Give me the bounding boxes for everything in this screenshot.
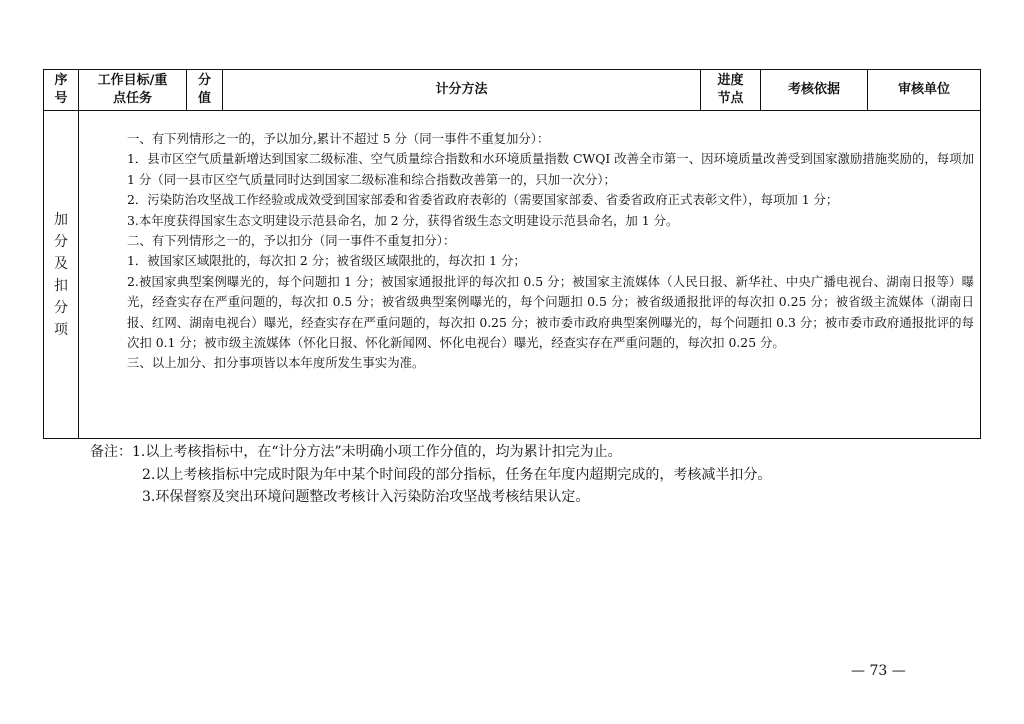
page-number: — 73 — xyxy=(851,663,906,679)
header-method: 计分方法 xyxy=(223,70,701,111)
content-line: 2．污染防治攻坚战工作经验或成效受到国家部委和省委省政府表彰的（需要国家部委、省委省政府正式表彰文件），每项加 1 分； xyxy=(127,192,839,208)
header-task: 工作目标/重 点任务 xyxy=(79,70,187,111)
content-line: 1．县市区空气质量新增达到国家二级标准、空气质量综合指数和水环境质量指数 CWQI 改善全市第一、因环境质量改善受到国家激励措施奖励的，每项加 1 分（同一县市区空气质量同时达到国家二级标准和综合指数改善第一的，只加一次分）； xyxy=(127,151,974,187)
content-line: 2.被国家典型案例曝光的，每个问题扣 1 分；被国家通报批评的每次扣 0.5 分；被国家主流媒体（人民日报、新华社、中央广播电视台、湖南日报等）曝光，经查实存在严重问题的，每次扣 0.5 分；被省级典型案例曝光的，每个问题扣 0.5 分；被省级通报批评的每次扣 0.25 分；被省级主流媒体（湖南日报、红网、湖南电视台）曝光，经查实存在严重问题的，每次扣 0.25 分；被市委市政府典型案例曝光的，每个问题扣 0.3 分；被市委市政府通报批评的每次扣 0.1 分；被市级主流媒体（怀化日报、怀化新闻网、怀化电视台）曝光，经查实存在严重问题的，每次扣 0.25 分。 xyxy=(127,273,974,351)
content-line: 三、以上加分、扣分事项皆以本年度所发生事实为准。 xyxy=(127,355,425,371)
note-item: 3.环保督察及突出环境问题整改考核计入污染防治攻坚战考核结果认定。 xyxy=(142,489,590,505)
row-title-char: 加 xyxy=(54,211,68,228)
content-line: 二、有下列情形之一的，予以扣分（同一事件不重复扣分）： xyxy=(127,233,456,249)
header-score: 分 值 xyxy=(187,70,223,111)
notes-block xyxy=(90,441,771,509)
note-line xyxy=(90,441,771,464)
note-item: 1.以上考核指标中，在“计分方法”未明确小项工作分值的，均为累计扣完为止。 xyxy=(132,444,622,460)
row-title-char: 扣 xyxy=(54,277,68,294)
header-progress: 进度 节点 xyxy=(701,70,761,111)
row-title-char: 项 xyxy=(54,321,68,338)
header-unit: 审核单位 xyxy=(868,70,981,111)
bonus-penalty-row xyxy=(44,111,981,439)
row-title-bonus-penalty xyxy=(44,111,79,439)
scoring-content xyxy=(79,111,981,439)
header-seq: 序 号 xyxy=(44,70,79,111)
content-line: 一、有下列情形之一的，予以加分,累计不超过 5 分（同一事件不重复加分）： xyxy=(127,131,550,146)
content-line: 1．被国家区域限批的，每次扣 2 分；被省级区域限批的，每次扣 1 分； xyxy=(127,253,526,269)
header-basis: 考核依据 xyxy=(761,70,868,111)
header-row xyxy=(44,70,981,111)
note-item: 2.以上考核指标中完成时限为年中某个时间段的部分指标，任务在年度内超期完成的，考核减半扣分。 xyxy=(142,466,772,483)
scoring-table xyxy=(43,69,981,439)
content-line: 3.本年度获得国家生态文明建设示范县命名，加 2 分，获得省级生态文明建设示范县命名，加 1 分。 xyxy=(127,212,679,228)
row-title-char: 分 xyxy=(54,233,68,250)
row-title-char: 分 xyxy=(54,299,68,316)
row-title-char: 及 xyxy=(54,255,68,272)
notes-prefix: 备注： xyxy=(90,444,132,460)
